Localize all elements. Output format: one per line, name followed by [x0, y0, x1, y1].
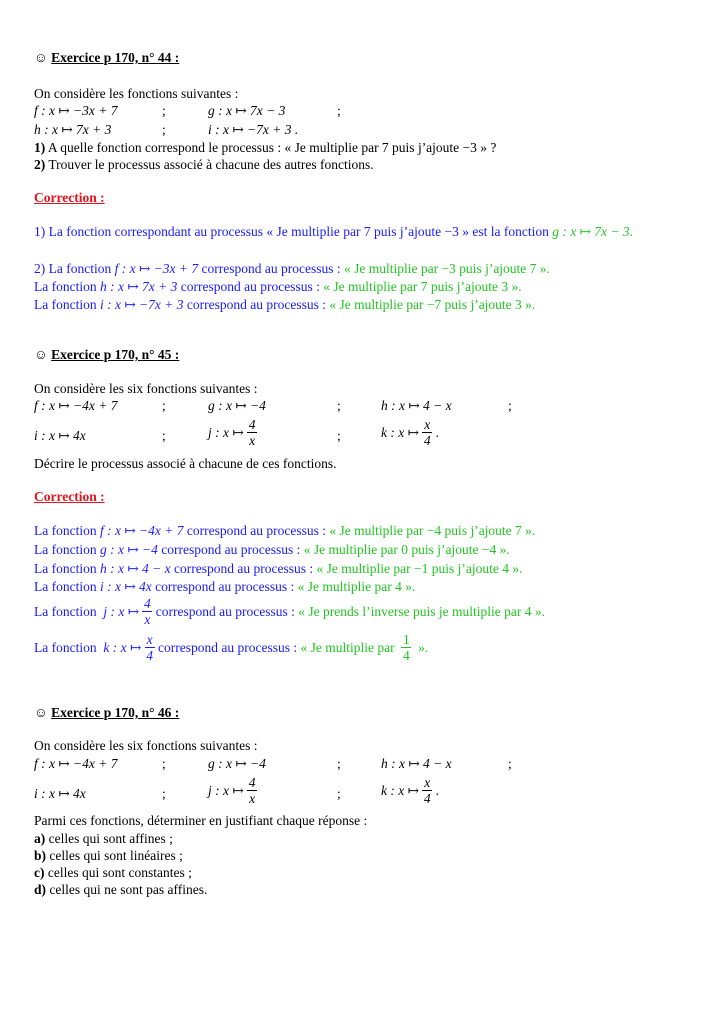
ex44-f: f : x ↦ −3x + 7 [34, 103, 118, 118]
separator: ; [337, 103, 341, 118]
smiley-icon: ☺ [34, 705, 48, 720]
ex45-task: Décrire le processus associé à chacune de ces fonctions. [34, 456, 337, 471]
answer-function: h : x ↦ 4 − x [99, 561, 171, 576]
answer-prefix: La fonction [34, 579, 97, 594]
answer-function: i : x ↦ −7x + 3 [99, 297, 184, 312]
ex44-intro: On considère les fonctions suivantes : [34, 86, 239, 101]
fraction-denominator: x [144, 612, 151, 627]
ex44-i: i : x ↦ −7x + 3 . [208, 122, 299, 137]
separator: ; [162, 786, 166, 801]
item-label: a) [34, 831, 46, 846]
ex44-correction-heading: Correction : [34, 190, 105, 205]
smiley-icon: ☺ [34, 347, 48, 362]
ex44-a1-text: 1) La fonction correspondant au processus « Je multiplie par 7 puis j’ajoute −3 » est la fonction [34, 224, 549, 239]
ex45-correction-heading: Correction : [34, 489, 105, 504]
answer-process: « Je prends l’inverse puis je multiplie par 4 ». [298, 603, 545, 619]
ex45-j [208, 418, 257, 447]
separator: ; [337, 756, 341, 771]
fraction-denominator: x [249, 433, 256, 448]
ex46-i: i : x ↦ 4x [34, 786, 86, 801]
ex46-k [381, 776, 439, 805]
separator: ; [337, 428, 341, 443]
answer-function: k : x ↦ [103, 639, 142, 655]
answer-process-end: ». [418, 639, 429, 655]
separator: ; [162, 428, 166, 443]
answer-function: f : x ↦ −4x + 7 [99, 523, 184, 538]
ex44-answer-2-f [34, 261, 550, 277]
ex45-intro: On considère les six fonctions suivantes : [34, 381, 258, 396]
ex46-f: f : x ↦ −4x + 7 [34, 756, 118, 771]
function-label: j : x ↦ [208, 782, 244, 798]
fraction-denominator: 4 [402, 648, 410, 663]
answer-middle: correspond au processus : [155, 603, 295, 619]
answer-function: g : x ↦ −4 [99, 542, 158, 557]
exercise-45-heading [34, 347, 179, 363]
ex44-a1-function: g : x ↦ 7x − 3 [552, 224, 630, 239]
answer-prefix: La fonction [34, 561, 97, 576]
answer-process: « Je multiplie par −7 puis j’ajoute 3 ». [329, 297, 536, 312]
separator: ; [162, 756, 166, 771]
separator: ; [162, 103, 166, 118]
fraction-numerator: x [424, 775, 431, 790]
ex46-item-b [34, 848, 183, 864]
answer-prefix: La fonction [34, 279, 97, 294]
ex46-h: h : x ↦ 4 − x [381, 756, 452, 771]
ex46-intro: On considère les six fonctions suivantes : [34, 738, 258, 753]
ex45-answer-f [34, 523, 535, 539]
separator: ; [508, 756, 512, 771]
fraction-numerator: 1 [402, 632, 410, 647]
answer-function: j : x ↦ [103, 603, 140, 619]
ex44-q2-number: 2) [34, 157, 46, 172]
ex44-q1-number: 1) [34, 140, 46, 155]
ex44-answer-2-h [34, 279, 522, 295]
item-text: celles qui sont linéaires ; [49, 848, 183, 863]
answer-prefix: 2) La fonction [34, 261, 112, 276]
function-label: j : x ↦ [208, 424, 244, 440]
answer-middle: correspond au processus : [158, 639, 298, 655]
answer-process: « Je multiplie par −1 puis j’ajoute 4 ». [316, 561, 523, 576]
answer-middle: correspond au processus : [155, 579, 295, 594]
fraction-numerator: 4 [248, 775, 256, 790]
item-text: celles qui ne sont pas affines. [49, 882, 208, 897]
ex46-g: g : x ↦ −4 [208, 756, 266, 771]
separator: ; [162, 122, 166, 137]
exercise-46-title: Exercice p 170, n° 46 : [51, 705, 180, 720]
ex46-item-a [34, 831, 173, 847]
answer-prefix: La fonction [34, 603, 97, 619]
ex44-question-1 [34, 140, 496, 156]
answer-function: h : x ↦ 7x + 3 [99, 279, 178, 294]
answer-prefix: La fonction [34, 523, 97, 538]
ex44-answer-1 [34, 224, 633, 240]
answer-middle: correspond au processus : [186, 297, 326, 312]
ex45-i: i : x ↦ 4x [34, 428, 86, 443]
exercise-45-title: Exercice p 170, n° 45 : [51, 347, 180, 362]
item-label: c) [34, 865, 45, 880]
ex44-q1-text: A quelle fonction correspond le processus : « Je multiplie par 7 puis j’ajoute −3 » ? [47, 140, 497, 155]
smiley-icon: ☺ [34, 50, 48, 65]
ex45-g: g : x ↦ −4 [208, 398, 266, 413]
answer-process: « Je multiplie par 7 puis j’ajoute 3 ». [323, 279, 522, 294]
fraction-denominator: 4 [423, 791, 431, 806]
fraction-denominator: 4 [423, 433, 431, 448]
fraction-numerator: 4 [144, 596, 151, 611]
answer-process: « Je multiplie par 4 ». [297, 579, 416, 594]
fraction [145, 633, 155, 662]
item-text: celles qui sont affines ; [48, 831, 173, 846]
item-label: b) [34, 848, 47, 863]
function-label: k : x ↦ [381, 782, 419, 798]
fraction-numerator: x [146, 632, 153, 647]
answer-middle: correspond au processus : [180, 279, 320, 294]
fraction [422, 418, 432, 447]
item-text: celles qui sont constantes ; [47, 865, 192, 880]
answer-process: « Je multiplie par −3 puis j’ajoute 7 ». [343, 261, 550, 276]
answer-prefix: La fonction [34, 639, 97, 655]
ex44-a1-dot: . [629, 224, 634, 239]
ex44-h: h : x ↦ 7x + 3 [34, 122, 112, 137]
exercise-44-title: Exercice p 170, n° 44 : [51, 50, 180, 65]
ex45-answer-k [34, 633, 428, 662]
separator: ; [337, 786, 341, 801]
answer-middle: correspond au processus : [174, 561, 314, 576]
fraction [422, 776, 432, 805]
ex45-answer-h [34, 561, 522, 577]
separator: ; [508, 398, 512, 413]
ex46-task: Parmi ces fonctions, déterminer en justifiant chaque réponse : [34, 813, 368, 828]
ex45-k [381, 418, 439, 447]
item-label: d) [34, 882, 47, 897]
fraction-denominator: x [249, 791, 256, 806]
fraction [247, 776, 257, 805]
ex46-j [208, 776, 257, 805]
ex46-item-d [34, 882, 207, 898]
fraction-numerator: x [424, 417, 431, 432]
answer-function: f : x ↦ −3x + 7 [114, 261, 199, 276]
exercise-44-heading [34, 50, 179, 66]
exercise-46-heading [34, 705, 179, 721]
separator: ; [162, 398, 166, 413]
ex44-q2-text: Trouver le processus associé à chacune des autres fonctions. [48, 157, 374, 172]
ex45-answer-g [34, 542, 510, 558]
ex44-question-2 [34, 157, 374, 173]
answer-process: « Je multiplie par 0 puis j’ajoute −4 ». [303, 542, 510, 557]
answer-process: « Je multiplie par −4 puis j’ajoute 7 ». [329, 523, 536, 538]
fraction-numerator: 4 [248, 417, 256, 432]
separator: ; [337, 398, 341, 413]
fraction [401, 633, 411, 662]
ex46-item-c [34, 865, 192, 881]
answer-middle: correspond au processus : [161, 542, 301, 557]
ex45-answer-j [34, 597, 545, 626]
ex44-g: g : x ↦ 7x − 3 [208, 103, 286, 118]
fraction-denominator: 4 [146, 648, 154, 663]
ex44-answer-2-i [34, 297, 535, 313]
fraction [142, 597, 152, 626]
answer-middle: correspond au processus : [201, 261, 341, 276]
answer-function: i : x ↦ 4x [99, 579, 152, 594]
ex45-h: h : x ↦ 4 − x [381, 398, 452, 413]
ex45-f: f : x ↦ −4x + 7 [34, 398, 118, 413]
answer-prefix: La fonction [34, 297, 97, 312]
fraction [247, 418, 257, 447]
dot: . [435, 424, 440, 440]
answer-prefix: La fonction [34, 542, 97, 557]
ex45-answer-i [34, 579, 415, 595]
dot: . [435, 782, 440, 798]
answer-middle: correspond au processus : [186, 523, 326, 538]
function-label: k : x ↦ [381, 424, 419, 440]
answer-process: « Je multiplie par [300, 639, 395, 655]
